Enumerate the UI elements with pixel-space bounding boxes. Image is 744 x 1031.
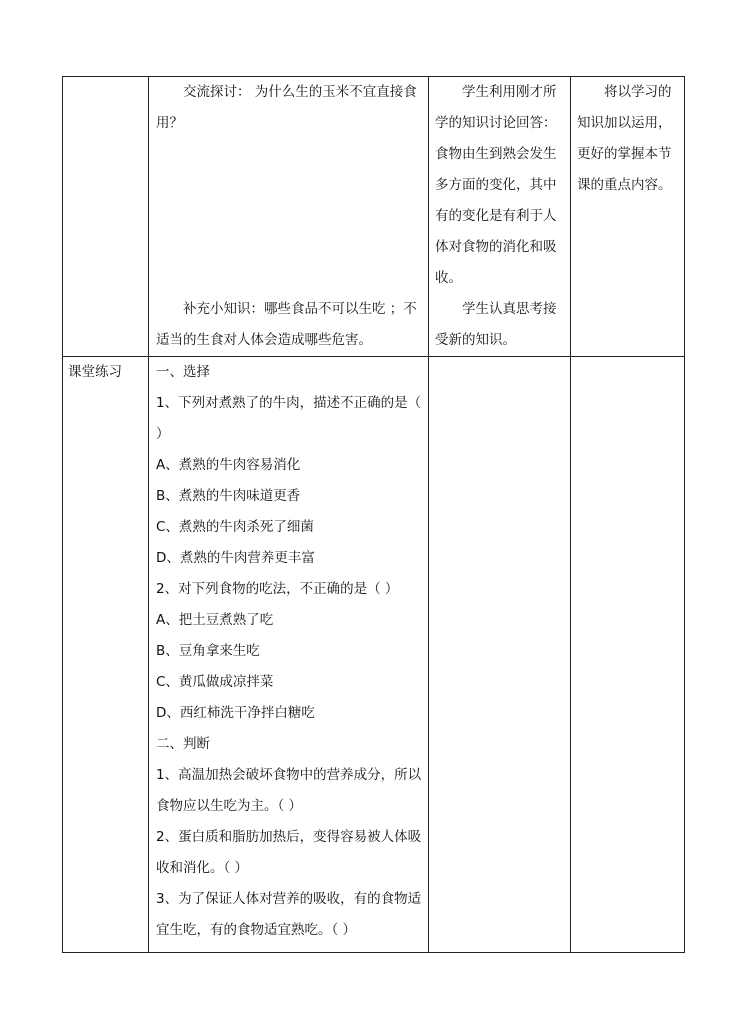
student-answer: 学生利用刚才所学的知识讨论回答：食物由生到熟会发生多方面的变化，其中有的变化是有利于人体对食物的消化和吸收。 xyxy=(435,84,557,286)
design-intent-cell xyxy=(571,77,685,357)
exercise-line: 1、高温加热会破坏食物中的营养成分，所以食物应以生吃为主。（ ） xyxy=(156,767,422,814)
section-label: 课堂练习 xyxy=(63,357,149,953)
exercise-line: A、把土豆煮熟了吃 xyxy=(156,612,274,628)
exercise-line: 二、判断 xyxy=(156,736,210,752)
supplement-knowledge: 补充小知识：哪些食品不可以生吃 ；不适当的生食对人体会造成哪些危害。 xyxy=(156,301,417,348)
exercise-line: 2、蛋白质和脂肪加热后，变得容易被人体吸收和消化。（ ） xyxy=(156,829,422,876)
discussion-question: 交流探讨： 为什么生的玉米不宜直接食用？ xyxy=(156,84,417,131)
empty-cell xyxy=(429,357,571,953)
exercise-line: 1、下列对煮熟了的牛肉，描述不正确的是（ ） xyxy=(156,395,422,442)
table-row xyxy=(63,77,685,357)
table-row xyxy=(63,357,685,953)
exercise-line: 2、对下列食物的吃法，不正确的是（ ） xyxy=(156,581,399,597)
exercise-line: A、煮熟的牛肉容易消化 xyxy=(156,457,301,473)
exercise-line: 3、为了保证人体对营养的吸收，有的食物适宜生吃，有的食物适宜熟吃。（ ） xyxy=(156,891,422,938)
exercise-cell xyxy=(149,357,429,953)
exercise-line: 一、选择 xyxy=(156,364,210,380)
teacher-activity-cell xyxy=(149,77,429,357)
student-think: 学生认真思考接受新的知识。 xyxy=(435,301,557,348)
empty-cell xyxy=(571,357,685,953)
exercise-line: D、煮熟的牛肉营养更丰富 xyxy=(156,550,315,566)
exercise-line: B、煮熟的牛肉味道更香 xyxy=(156,488,301,504)
student-activity-cell xyxy=(429,77,571,357)
lesson-plan-table xyxy=(62,76,685,953)
exercise-line: C、煮熟的牛肉杀死了细菌 xyxy=(156,519,314,535)
exercise-line: C、黄瓜做成凉拌菜 xyxy=(156,674,274,690)
section-label-empty xyxy=(63,77,149,357)
design-intent: 将以学习的知识加以运用，更好的掌握本节课的重点内容。 xyxy=(577,84,672,193)
exercise-line: D、西红柿洗干净拌白糖吃 xyxy=(156,705,315,721)
exercise-line: B、豆角拿来生吃 xyxy=(156,643,260,659)
